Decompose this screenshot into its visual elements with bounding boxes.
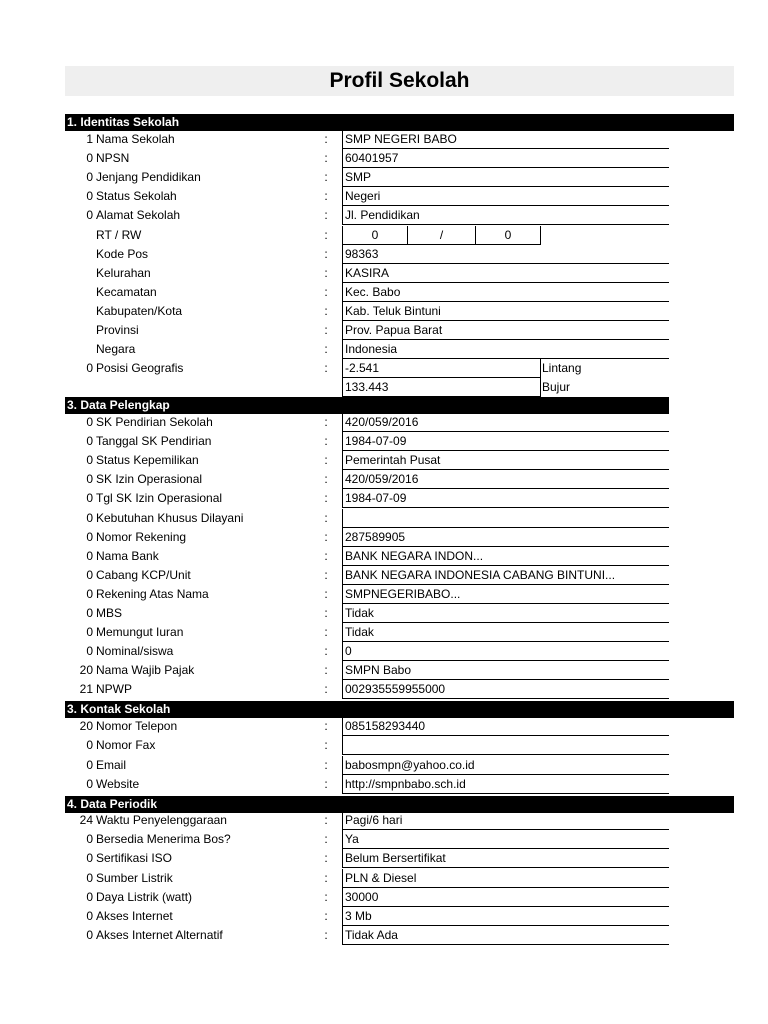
colon-separator: : xyxy=(324,208,328,222)
form-row xyxy=(0,264,768,283)
rt-field[interactable]: 0 xyxy=(342,226,408,245)
field-value[interactable]: 002935559955000 xyxy=(342,680,669,699)
field-value[interactable]: 1984-07-09 xyxy=(342,432,669,451)
field-label: NPWP xyxy=(96,682,132,696)
row-number: 0 xyxy=(86,871,93,885)
field-value[interactable]: Tidak xyxy=(342,604,669,623)
row-number: 0 xyxy=(86,928,93,942)
row-number: 0 xyxy=(86,890,93,904)
field-label: Nomor Telepon xyxy=(96,719,178,733)
row-number: 0 xyxy=(86,758,93,772)
field-label: Status Kepemilikan xyxy=(96,453,199,467)
form-row xyxy=(0,566,768,585)
colon-separator: : xyxy=(324,851,328,865)
form-row xyxy=(0,926,768,945)
field-label: Kelurahan xyxy=(96,266,151,280)
form-row xyxy=(0,470,768,489)
field-value[interactable]: 3 Mb xyxy=(342,907,669,926)
colon-separator: : xyxy=(324,530,328,544)
field-label: Bersedia Menerima Bos? xyxy=(96,832,231,846)
colon-separator: : xyxy=(324,832,328,846)
row-number: 0 xyxy=(86,170,93,184)
field-value[interactable]: Indonesia xyxy=(342,340,669,359)
form-row xyxy=(0,321,768,340)
form-row xyxy=(0,736,768,755)
field-value[interactable]: 98363 xyxy=(342,245,669,264)
field-label: Nomor Rekening xyxy=(96,530,187,544)
field-value[interactable]: Belum Bersertifikat xyxy=(342,849,669,868)
section-header-identitas: 1. Identitas Sekolah xyxy=(65,114,734,131)
field-label: Negara xyxy=(96,342,136,356)
coordinate-label: Bujur xyxy=(542,380,571,394)
form-row xyxy=(0,604,768,623)
row-number: 0 xyxy=(86,491,93,505)
field-value[interactable]: Ya xyxy=(342,830,669,849)
field-value[interactable]: babosmpn@yahoo.co.id xyxy=(342,756,669,775)
form-row xyxy=(0,130,768,149)
colon-separator: : xyxy=(324,625,328,639)
form-row xyxy=(0,528,768,547)
form-row xyxy=(0,830,768,849)
field-label: Cabang KCP/Unit xyxy=(96,568,191,582)
field-value[interactable]: Jl. Pendidikan xyxy=(342,206,669,225)
form-row xyxy=(0,378,768,397)
form-row xyxy=(0,340,768,359)
colon-separator: : xyxy=(324,151,328,165)
row-number: 0 xyxy=(86,644,93,658)
form-row xyxy=(0,149,768,168)
field-value[interactable]: BANK NEGARA INDONESIA CABANG BINTUNI... xyxy=(342,566,669,585)
field-label: Website xyxy=(96,777,140,791)
form-row xyxy=(0,489,768,508)
field-label: SK Pendirian Sekolah xyxy=(96,415,213,429)
field-label: Akses Internet xyxy=(96,909,173,923)
row-number: 0 xyxy=(86,568,93,582)
field-label: Sertifikasi ISO xyxy=(96,851,173,865)
field-label: Status Sekolah xyxy=(96,189,177,203)
colon-separator: : xyxy=(324,189,328,203)
colon-separator: : xyxy=(324,568,328,582)
form-row xyxy=(0,432,768,451)
field-value[interactable]: KASIRA xyxy=(342,264,669,283)
field-value[interactable]: http://smpnbabo.sch.id xyxy=(342,775,669,794)
form-row xyxy=(0,775,768,794)
colon-separator: : xyxy=(324,472,328,486)
form-row xyxy=(0,413,768,432)
colon-separator: : xyxy=(324,266,328,280)
colon-separator: : xyxy=(324,738,328,752)
field-label: Tgl SK Izin Operasional xyxy=(96,491,223,505)
row-number: 1 xyxy=(86,132,93,146)
colon-separator: : xyxy=(324,682,328,696)
form-row xyxy=(0,359,768,378)
form-row xyxy=(0,888,768,907)
field-value[interactable] xyxy=(342,736,669,755)
colon-separator: : xyxy=(324,549,328,563)
field-label: Jenjang Pendidikan xyxy=(96,170,201,184)
form-row xyxy=(0,585,768,604)
row-number: 21 xyxy=(79,682,93,696)
section-header-pelengkap: 3. Data Pelengkap xyxy=(65,397,669,414)
field-value[interactable]: 085158293440 xyxy=(342,717,669,736)
field-value[interactable]: 60401957 xyxy=(342,149,669,168)
colon-separator: : xyxy=(324,928,328,942)
row-number: 0 xyxy=(86,777,93,791)
row-number: 0 xyxy=(86,587,93,601)
form-row xyxy=(0,226,768,245)
field-label: Alamat Sekolah xyxy=(96,208,181,222)
field-value[interactable]: BANK NEGARA INDON... xyxy=(342,547,669,566)
field-value[interactable]: 0 xyxy=(342,642,669,661)
section-header-periodik: 4. Data Periodik xyxy=(65,796,734,813)
field-label: Rekening Atas Nama xyxy=(96,587,209,601)
colon-separator: : xyxy=(324,777,328,791)
field-label: Daya Listrik (watt) xyxy=(96,890,193,904)
field-label: SK Izin Operasional xyxy=(96,472,203,486)
row-number: 20 xyxy=(79,663,93,677)
row-number: 0 xyxy=(86,832,93,846)
form-row xyxy=(0,283,768,302)
field-label: NPSN xyxy=(96,151,130,165)
field-value[interactable]: -2.541 xyxy=(342,359,541,378)
field-value[interactable]: 420/059/2016 xyxy=(342,470,669,489)
field-label: Posisi Geografis xyxy=(96,361,184,375)
colon-separator: : xyxy=(324,644,328,658)
field-value[interactable]: Kec. Babo xyxy=(342,283,669,302)
field-value[interactable]: 1984-07-09 xyxy=(342,489,669,508)
colon-separator: : xyxy=(324,453,328,467)
row-number: 0 xyxy=(86,530,93,544)
form-row xyxy=(0,302,768,321)
colon-separator: : xyxy=(324,491,328,505)
colon-separator: : xyxy=(324,813,328,827)
colon-separator: : xyxy=(324,415,328,429)
row-number: 0 xyxy=(86,208,93,222)
field-label: Kabupaten/Kota xyxy=(96,304,183,318)
field-label: Akses Internet Alternatif xyxy=(96,928,223,942)
form-row xyxy=(0,907,768,926)
form-row xyxy=(0,756,768,775)
colon-separator: : xyxy=(324,434,328,448)
colon-separator: : xyxy=(324,132,328,146)
rtrw-separator: / xyxy=(408,226,476,245)
form-row xyxy=(0,869,768,888)
field-label: Nama Sekolah xyxy=(96,132,175,146)
field-label: Nama Wajib Pajak xyxy=(96,663,195,677)
row-number: 20 xyxy=(79,719,93,733)
field-value[interactable]: Pemerintah Pusat xyxy=(342,451,669,470)
form-row xyxy=(0,849,768,868)
form-row xyxy=(0,245,768,264)
field-value[interactable]: SMPN Babo xyxy=(342,661,669,680)
row-number: 0 xyxy=(86,909,93,923)
colon-separator: : xyxy=(324,304,328,318)
row-number: 0 xyxy=(86,415,93,429)
form-row xyxy=(0,642,768,661)
field-value[interactable]: SMP xyxy=(342,168,669,187)
form-row xyxy=(0,811,768,830)
colon-separator: : xyxy=(324,871,328,885)
field-label: Kebutuhan Khusus Dilayani xyxy=(96,511,244,525)
field-value[interactable] xyxy=(342,509,669,528)
form-row xyxy=(0,509,768,528)
field-label: Nama Bank xyxy=(96,549,159,563)
field-label: Nominal/siswa xyxy=(96,644,174,658)
colon-separator: : xyxy=(324,719,328,733)
row-number: 0 xyxy=(86,434,93,448)
field-label: RT / RW xyxy=(96,228,142,242)
field-value[interactable]: Prov. Papua Barat xyxy=(342,321,669,340)
field-label: Nomor Fax xyxy=(96,738,156,752)
form-row xyxy=(0,717,768,736)
field-value[interactable]: Tidak xyxy=(342,623,669,642)
colon-separator: : xyxy=(324,511,328,525)
colon-separator: : xyxy=(324,758,328,772)
form-row xyxy=(0,547,768,566)
row-number: 0 xyxy=(86,453,93,467)
colon-separator: : xyxy=(324,587,328,601)
field-value[interactable]: SMPNEGERIBABO... xyxy=(342,585,669,604)
colon-separator: : xyxy=(324,606,328,620)
colon-separator: : xyxy=(324,285,328,299)
row-number: 0 xyxy=(86,738,93,752)
field-label: Memungut Iuran xyxy=(96,625,184,639)
section-header-kontak: 3. Kontak Sekolah xyxy=(65,701,734,718)
rw-field[interactable]: 0 xyxy=(476,226,541,245)
colon-separator: : xyxy=(324,890,328,904)
row-number: 24 xyxy=(79,813,93,827)
field-label: Provinsi xyxy=(96,323,139,337)
row-number: 0 xyxy=(86,151,93,165)
coordinate-label: Lintang xyxy=(542,361,582,375)
row-number: 0 xyxy=(86,511,93,525)
row-number: 0 xyxy=(86,472,93,486)
row-number: 0 xyxy=(86,189,93,203)
field-label: Kode Pos xyxy=(96,247,149,261)
form-row xyxy=(0,451,768,470)
field-value[interactable]: 287589905 xyxy=(342,528,669,547)
field-label: MBS xyxy=(96,606,123,620)
colon-separator: : xyxy=(324,342,328,356)
field-value[interactable]: Negeri xyxy=(342,187,669,206)
colon-separator: : xyxy=(324,663,328,677)
form-row xyxy=(0,680,768,699)
field-value[interactable]: 133.443 xyxy=(342,378,541,397)
field-label: Kecamatan xyxy=(96,285,157,299)
field-value[interactable]: Tidak Ada xyxy=(342,926,669,945)
field-value[interactable]: Kab. Teluk Bintuni xyxy=(342,302,669,321)
form-row xyxy=(0,168,768,187)
colon-separator: : xyxy=(324,247,328,261)
row-number: 0 xyxy=(86,549,93,563)
colon-separator: : xyxy=(324,323,328,337)
colon-separator: : xyxy=(324,361,328,375)
colon-separator: : xyxy=(324,228,328,242)
field-label: Waktu Penyelenggaraan xyxy=(96,813,227,827)
field-label: Email xyxy=(96,758,127,772)
row-number: 0 xyxy=(86,851,93,865)
field-value[interactable]: PLN & Diesel xyxy=(342,869,669,888)
row-number: 0 xyxy=(86,625,93,639)
form-row xyxy=(0,623,768,642)
field-value[interactable]: 30000 xyxy=(342,888,669,907)
form-row xyxy=(0,206,768,225)
form-row xyxy=(0,187,768,206)
field-value[interactable]: SMP NEGERI BABO xyxy=(342,130,669,149)
field-value[interactable]: 420/059/2016 xyxy=(342,413,669,432)
field-label: Sumber Listrik xyxy=(96,871,173,885)
field-value[interactable]: Pagi/6 hari xyxy=(342,811,669,830)
row-number: 0 xyxy=(86,361,93,375)
colon-separator: : xyxy=(324,909,328,923)
row-number: 0 xyxy=(86,606,93,620)
page-title: Profil Sekolah xyxy=(65,66,734,96)
field-label: Tanggal SK Pendirian xyxy=(96,434,212,448)
colon-separator: : xyxy=(324,170,328,184)
form-row xyxy=(0,661,768,680)
